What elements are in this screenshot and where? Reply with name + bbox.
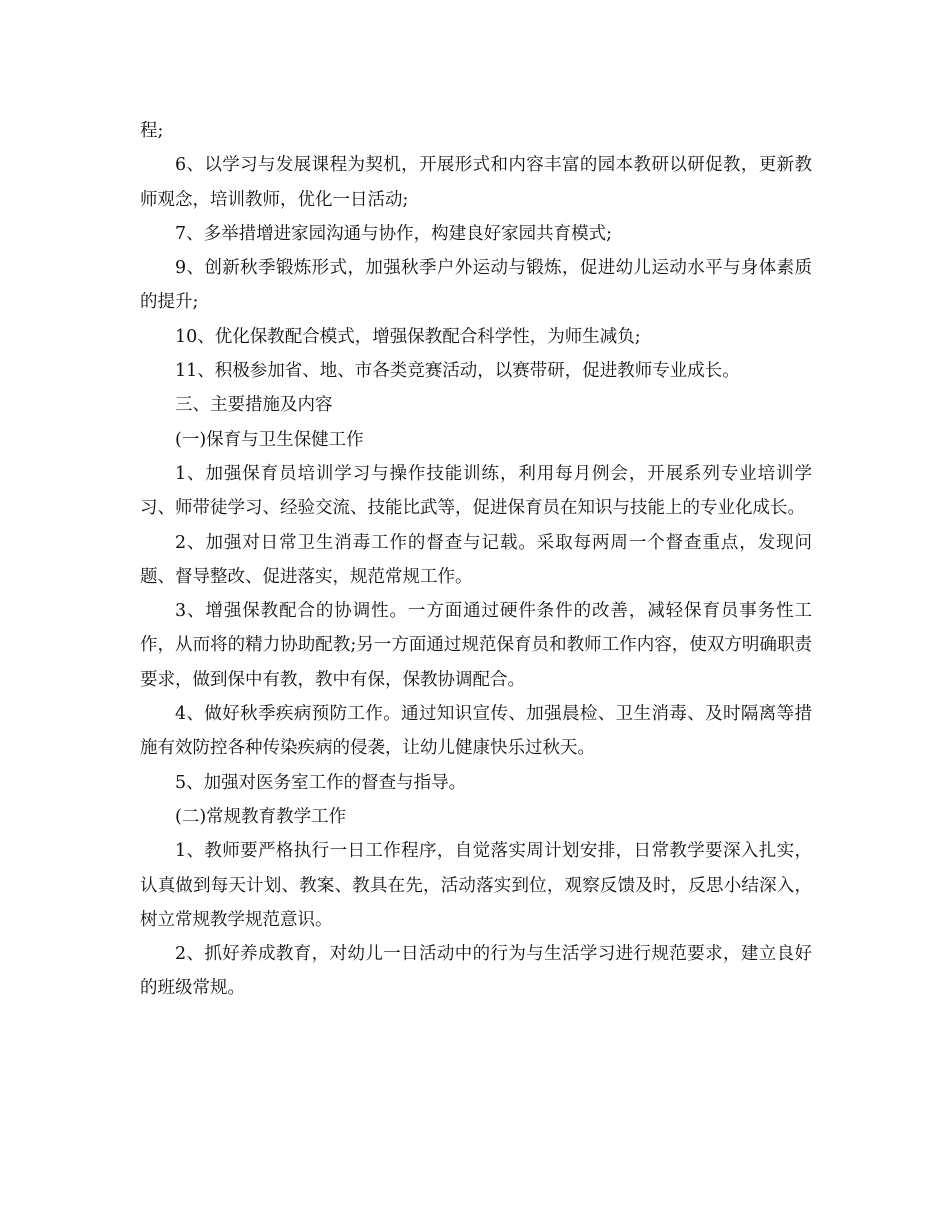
paragraph-item-7: 7、多举措增进家园沟通与协作，构建良好家园共育模式; <box>175 223 613 244</box>
paragraph-teaching-2: 2、抓好养成教育，对幼儿一日活动中的行为与生活学习进行规范要求，建立良好的班级常规。 <box>140 944 812 999</box>
subsection-heading-2: (二)常规教育教学工作 <box>175 806 347 827</box>
paragraph-item-6: 6、以学习与发展课程为契机，开展形式和内容丰富的园本教研以研促教，更新教师观念，培训教师，优化一日活动; <box>140 155 812 210</box>
paragraph-care-1: 1、加强保育员培训学习与操作技能训练，利用每月例会，开展系列专业培训学习、师带徒学习、经验交流、技能比武等，促进保育员在知识与技能上的专业化成长。 <box>140 463 812 519</box>
paragraph-teaching-1: 1、教师要严格执行一日工作程序，自觉落实周计划安排，日常教学要深入扎实，认真做到每天计划、教案、教具在先，活动落实到位，观察反馈及时，反思小结深入，树立常规教学规范意识。 <box>140 841 812 930</box>
paragraph-care-5: 5、加强对医务室工作的督查与指导。 <box>175 772 467 793</box>
paragraph-continuation: 程; <box>140 121 164 141</box>
section-heading-3: 三、主要措施及内容 <box>175 395 333 416</box>
paragraph-item-9: 9、创新秋季锻炼形式，加强秋季户外运动与锻炼，促进幼儿运动水平与身体素质的提升; <box>140 258 812 313</box>
paragraph-care-3: 3、增强保教配合的协调性。一方面通过硬件条件的改善，减轻保育员事务性工作，从而将的精力协助配教;另一方面通过规范保育员和教师工作内容，使双方明确职责要求，做到保中有教，教中有保，保教协调配合。 <box>140 601 812 690</box>
document-body <box>140 114 812 1006</box>
subsection-heading-1: (一)保育与卫生保健工作 <box>175 429 364 450</box>
paragraph-item-11: 11、积极参加省、地、市各类竞赛活动，以赛带研，促进教师专业成长。 <box>175 361 740 382</box>
paragraph-item-10: 10、优化保教配合模式，增强保教配合科学性，为师生减负; <box>175 326 641 347</box>
paragraph-care-4: 4、做好秋季疾病预防工作。通过知识宣传、加强晨检、卫生消毒、及时隔离等措施有效防控各种传染疾病的侵袭，让幼儿健康快乐过秋天。 <box>140 704 812 759</box>
paragraph-care-2: 2、加强对日常卫生消毒工作的督查与记载。采取每两周一个督查重点，发现问题、督导整改、促进落实，规范常规工作。 <box>140 532 812 587</box>
